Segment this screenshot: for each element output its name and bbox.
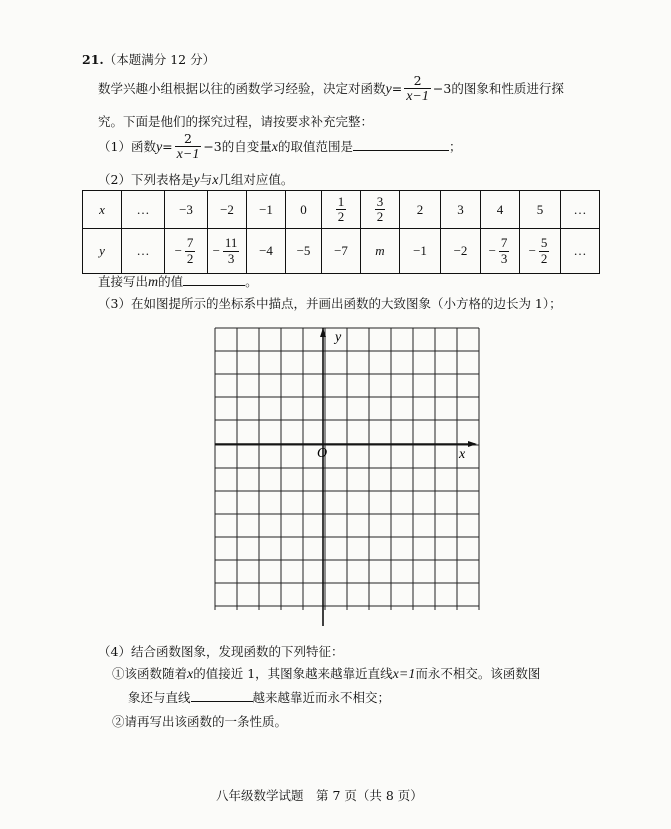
table-cell-x-3: −2 (208, 191, 247, 229)
function-fraction (404, 74, 431, 104)
part4-item1-line2 (128, 688, 390, 706)
table-cell-y-8: −1 (400, 229, 441, 274)
table-cell-y-4: −4 (247, 229, 286, 274)
part4-line: （4）结合函数图象，发现函数的下列特征： (98, 644, 344, 659)
table-cell-y-5: −5 (286, 229, 322, 274)
part1-var-x: x (271, 140, 278, 155)
fraction-denominator: x−1 (406, 89, 429, 105)
coordinate-grid[interactable] (213, 326, 481, 630)
part1-line (98, 132, 462, 163)
part1-fraction-numerator: 2 (175, 132, 202, 147)
part2-follow-end: 。 (245, 274, 258, 289)
part4-item1-line1 (112, 664, 540, 683)
part1-text-end: 的取值范围是 (278, 139, 354, 154)
table-cell-x-4: −1 (247, 191, 286, 229)
part2-answer-blank[interactable] (183, 285, 245, 286)
part1-end-mark: ； (449, 139, 462, 154)
part1-function-fraction (175, 132, 202, 162)
table-cell-x-12: … (561, 191, 600, 229)
part4-item1-line2-b: 越来越靠近而永不相交； (252, 690, 391, 705)
part4-item1-var-x: x (187, 667, 194, 682)
table-cell-x-5: 0 (286, 191, 322, 229)
part2-line (98, 170, 293, 189)
part2-follow-b: 的值 (158, 274, 184, 289)
table-cell-x-10: 4 (481, 191, 520, 229)
part2-follow-a: 直接写出 (98, 274, 149, 289)
function-tail: −3 (432, 81, 452, 96)
part2-follow-line (98, 272, 258, 291)
part2-mid: 与 (199, 172, 213, 187)
x-axis-label: x (459, 447, 466, 462)
function-eq: = (391, 81, 403, 96)
part1-answer-blank[interactable] (353, 150, 449, 151)
page-footer: 八年级数学试题 第 7 页（共 8 页） (216, 788, 423, 803)
question-header (82, 50, 215, 68)
part4-item1-eq: x=1 (392, 667, 416, 682)
x-axis-arrow (468, 441, 477, 447)
function-y: y (385, 82, 392, 97)
y-axis-label: y (335, 330, 342, 345)
part4-item1-a: ①该函数随着 (112, 666, 188, 681)
part1-function-y: y (155, 140, 163, 155)
table-row-x (83, 191, 600, 229)
part4-answer-blank[interactable] (191, 701, 253, 702)
part4-item2: ②请再写出该函数的一条性质。 (112, 714, 288, 729)
part4-item1-b: 的值接近 1，其图象越来越靠近直线 (193, 666, 393, 681)
origin-label: O (317, 446, 328, 461)
table-cell-y-10: − $\frac{7}{3}$ (481, 229, 520, 274)
table-cell-y-1: … (122, 229, 165, 274)
table-cell-y-9: −2 (441, 229, 481, 274)
table-cell-x-11: 5 (520, 191, 561, 229)
part1-fraction-denominator: x−1 (176, 147, 200, 163)
question-number: 21. (82, 52, 104, 67)
part4-item1-c: 而永不相交。该函数图 (415, 666, 541, 681)
table-cell-y-6: −7 (322, 229, 361, 274)
part3-line: （3）在如图提所示的坐标系中描点，并画出函数的大致图象（小方格的边长为 1）； (98, 296, 562, 311)
part2-end: 几组对应值。 (218, 172, 294, 187)
table-cell-x-7: $\frac{3}{2}$ (361, 191, 400, 229)
part2-var-y: y (193, 173, 200, 188)
table-cell-y-0: y (83, 229, 122, 274)
part2-var-m: m (148, 275, 159, 290)
table-row-y (83, 229, 600, 274)
table-cell-x-0: x (83, 191, 122, 229)
grid-lines (215, 328, 479, 610)
table-cell-y-12: … (561, 229, 600, 274)
intro-text-b: 的图象和性质进行探 (451, 81, 564, 96)
table-cell-x-9: 3 (441, 191, 481, 229)
table-cell-x-1: … (122, 191, 165, 229)
intro-text-a: 数学兴趣小组根据以往的函数学习经验，决定对函数 (98, 81, 386, 96)
intro-line-1 (98, 74, 564, 105)
table-cell-y-11: − $\frac{5}{2}$ (520, 229, 561, 274)
intro-line-2: 究。下面是他们的探究过程，请按要求补充完整： (98, 114, 374, 129)
part1-text-after: 的自变量 (221, 139, 272, 154)
table-cell-y-7: m (361, 229, 400, 274)
part2-label: （2）下列表格是 (98, 172, 194, 187)
value-table (82, 190, 600, 274)
table-cell-x-6: $\frac{1}{2}$ (322, 191, 361, 229)
table-cell-x-8: 2 (400, 191, 441, 229)
fraction-numerator: 2 (404, 74, 431, 89)
part4-item1-line2-a: 象还与直线 (128, 690, 191, 705)
part2-var-x: x (212, 173, 219, 188)
table-cell-y-3: − $\frac{11}{3}$ (208, 229, 247, 274)
table-cell-x-2: −3 (165, 191, 208, 229)
question-points: （本题满分 12 分） (103, 52, 216, 67)
part1-label: （1）函数 (98, 139, 156, 154)
table-cell-y-2: − $\frac{7}{2}$ (165, 229, 208, 274)
part1-function-eq: = (162, 139, 173, 154)
part1-function-tail: −3 (203, 139, 222, 154)
